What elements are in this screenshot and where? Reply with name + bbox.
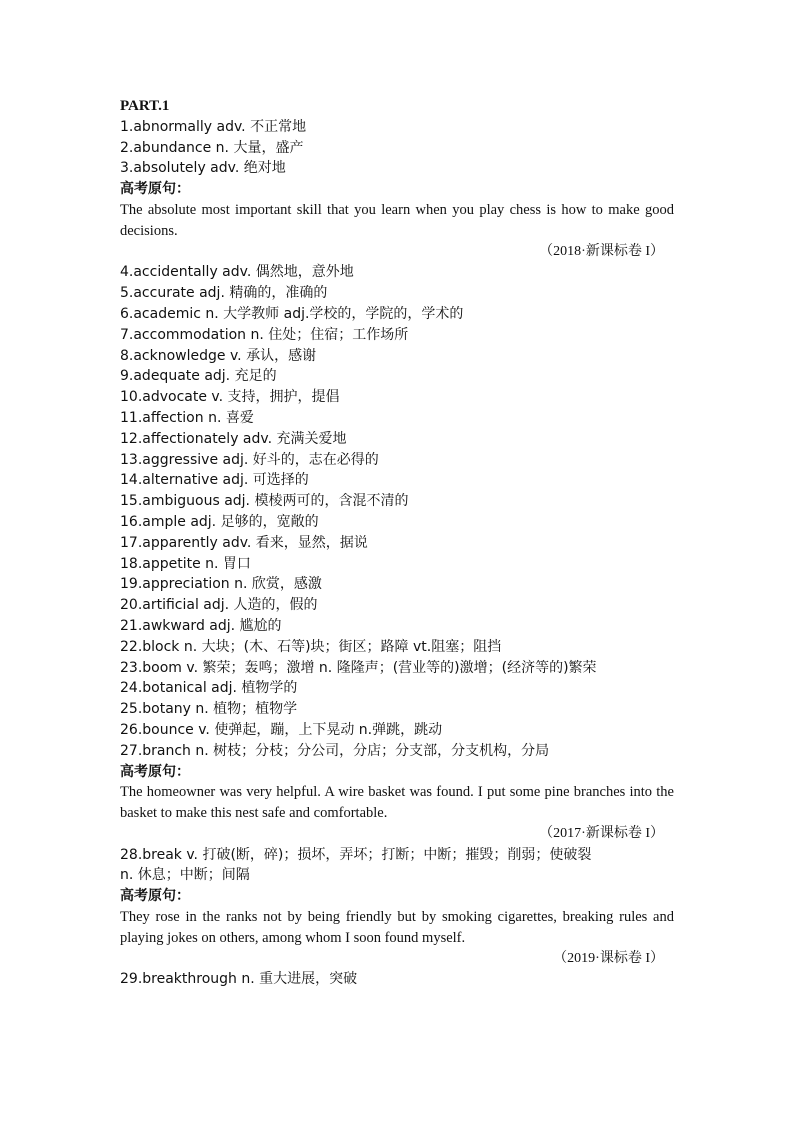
vocab-entry-26: 26.bounce v. 使弹起，蹦，上下晃动 n.弹跳，跳动 [120,721,443,738]
vocab-entry-28: 28.break v. 打破(断，碎)；损坏，弄坏；打断；中断；摧毁；削弱；使破裂 [120,846,592,863]
vocab-entry-16: 16.ample adj. 足够的，宽敞的 [120,513,319,530]
vocab-entry-28-cont: n. 休息；中断；间隔 [120,867,250,884]
vocab-entry-29: 29.breakthrough n. 重大进展，突破 [120,971,358,988]
vocab-entry-15: 15.ambiguous adj. 模棱两可的，含混不清的 [120,493,409,510]
vocab-entry-20: 20.artificial adj. 人造的，假的 [120,597,318,614]
quote-text-1: The absolute most important skill that you learn when you play chess is how to make good decisions. [120,201,674,239]
vocab-entry-11: 11.affection n. 喜爱 [120,409,254,426]
quote-text-2: The homeowner was very helpful. A wire basket was found. I put some pine branches into the basket to make this nest safe and comfortable. [120,784,674,822]
vocab-entry-14: 14.alternative adj. 可选择的 [120,472,309,489]
vocab-entry-12: 12.affectionately adv. 充满关爱地 [120,430,347,447]
vocab-entry-22: 22.block n. 大块；(木、石等)块；街区；路障 vt.阻塞；阻挡 [120,638,502,655]
vocab-entry-25: 25.botany n. 植物；植物学 [120,701,298,718]
quote-source-3: （2019·课标卷 I） [553,950,664,966]
part-title: PART.1 [120,98,170,114]
quote-heading-1: 高考原句： [120,181,190,198]
document-page [120,96,674,990]
vocab-entry-9: 9.adequate adj. 充足的 [120,368,277,385]
vocab-entry-1: 1.abnormally adv. 不正常地 [120,118,307,135]
vocab-entry-17: 17.apparently adv. 看来，显然，据说 [120,534,368,551]
quote-text-3: They rose in the ranks not by being friendly but by smoking cigarettes, breaking rules and playing jokes on others, among whom I soon found myself. [120,909,674,946]
vocab-entry-2: 2.abundance n. 大量，盛产 [120,139,304,156]
vocab-entry-6: 6.academic n. 大学教师 adj.学校的，学院的，学术的 [120,305,464,322]
vocab-entry-18: 18.appetite n. 胃口 [120,555,251,572]
vocab-entry-10: 10.advocate v. 支持，拥护，提倡 [120,389,340,406]
vocab-entry-4: 4.accidentally adv. 偶然地，意外地 [120,264,354,281]
vocab-entry-13: 13.aggressive adj. 好斗的，志在必得的 [120,451,379,468]
vocab-entry-7: 7.accommodation n. 住处；住宿；工作场所 [120,326,409,343]
vocab-entry-21: 21.awkward adj. 尴尬的 [120,617,282,634]
vocab-entry-5: 5.accurate adj. 精确的，准确的 [120,285,328,302]
vocab-entry-8: 8.acknowledge v. 承认，感谢 [120,347,317,364]
quote-source-1: （2018·新课标卷 I） [539,243,664,259]
vocab-entry-3: 3.absolutely adv. 绝对地 [120,160,286,177]
vocab-entry-23: 23.boom v. 繁荣；轰鸣；激增 n. 隆隆声；(营业等的)激增；(经济等的)繁荣 [120,659,597,676]
quote-heading-3: 高考原句： [120,888,190,905]
vocab-entry-19: 19.appreciation n. 欣赏，感激 [120,576,322,593]
vocab-entry-27: 27.branch n. 树枝；分枝；分公司，分店；分支部，分支机构，分局 [120,742,550,759]
vocab-entry-24: 24.botanical adj. 植物学的 [120,680,298,697]
quote-source-2: （2017·新课标卷 I） [539,825,664,841]
quote-heading-2: 高考原句： [120,763,190,780]
